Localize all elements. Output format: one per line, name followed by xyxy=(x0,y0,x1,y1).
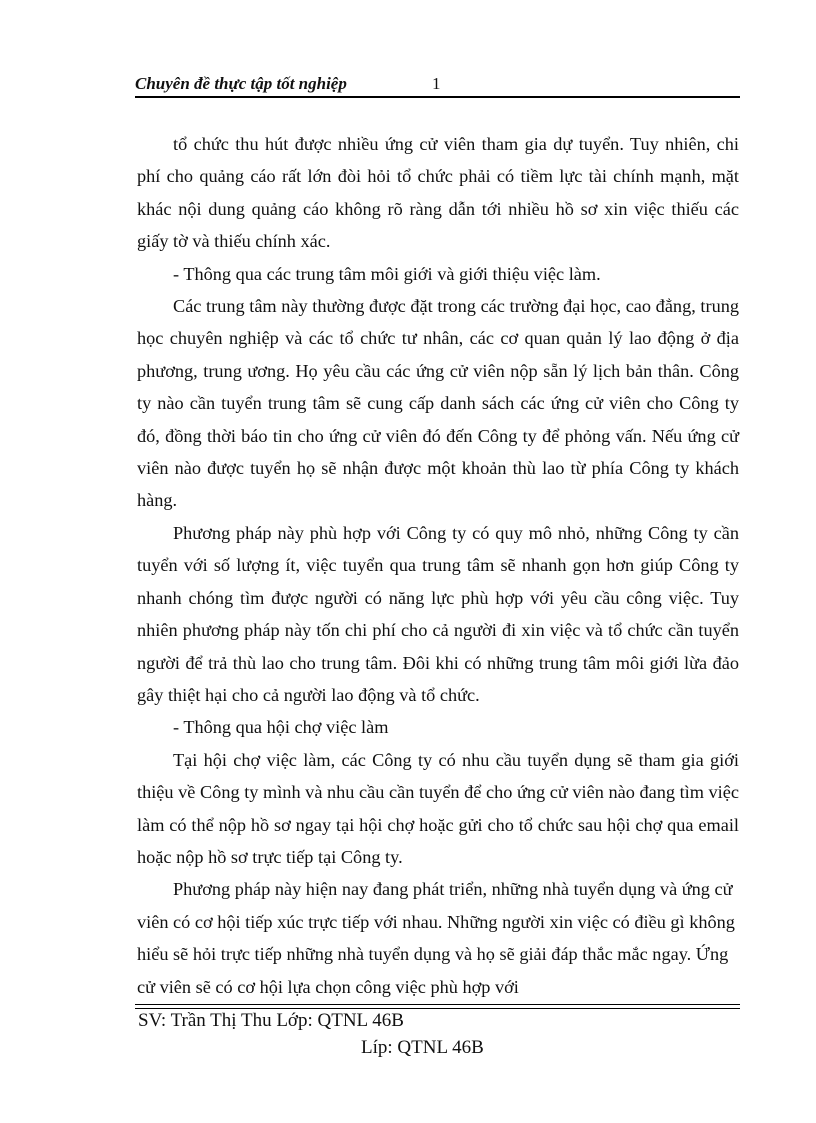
paragraph-job-fair: Tại hội chợ việc làm, các Công ty có nhu cầu tuyển dụng sẽ tham gia giới thiệu về Công ty mình và nhu cầu cần tuyển để cho ứng cử viên nào đang tìm việc làm có thể nộp hồ sơ ngay tại hội chợ hoặc gửi cho tổ chức sau hội chợ qua email hoặc nộp hồ sơ trực tiếp tại Công ty. xyxy=(137,749,739,867)
footer-class-info: Líp: QTNL 46B xyxy=(361,1037,484,1058)
footer-divider xyxy=(135,1004,740,1009)
paragraph-continuation: tổ chức thu hút được nhiều ứng cử viên tham gia dự tuyển. Tuy nhiên, chi phí cho quảng cáo rất lớn đòi hỏi tổ chức phải có tiềm lực tài chính mạnh, mặt khác nội dung quảng cáo không rõ ràng dẫn tới nhiều hồ sơ xin việc thiếu các giấy tờ và thiếu chính xác. xyxy=(137,134,739,252)
bullet-recruitment-centers: - Thông qua các trung tâm môi giới và giới thiệu việc làm. xyxy=(173,263,601,284)
paragraph-recruitment-centers: Các trung tâm này thường được đặt trong các trường đại học, cao đẳng, trung học chuyên nghiệp và các tổ chức tư nhân, các cơ quan quản lý lao động ở địa phương, trung ương. Họ yêu cầu các ứng cử viên nộp sẵn lý lịch bản thân. Công ty nào cần tuyển trung tâm sẽ cung cấp danh sách các ứng cử viên cho Công ty đó, đồng thời báo tin cho ứng cử viên đó đến Công ty để phỏng vấn. Nếu ứng cử viên nào được tuyển họ sẽ nhận được một khoản thù lao từ phía Công ty khách hàng. xyxy=(137,296,739,511)
paragraph-job-fair-evaluation: Phương pháp này hiện nay đang phát triển, những nhà tuyển dụng và ứng cử viên có cơ hội tiếp xúc trực tiếp với nhau. Những người xin việc có điều gì không hiểu sẽ hỏi trực tiếp những nhà tuyển dụng và họ sẽ giải đáp thắc mắc ngay. Ứng cử viên sẽ có cơ hội lựa chọn công việc phù hợp với xyxy=(137,879,735,997)
page-number: 1 xyxy=(432,74,441,93)
page-header xyxy=(135,72,740,98)
bullet-job-fair: - Thông qua hội chợ việc làm xyxy=(173,717,389,738)
footer-student-info: SV: Trần Thị Thu Lớp: QTNL 46B xyxy=(138,1010,404,1031)
document-title: Chuyên đề thực tập tốt nghiệp xyxy=(135,74,347,93)
document-body xyxy=(137,128,739,1003)
paragraph-centers-evaluation: Phương pháp này phù hợp với Công ty có quy mô nhỏ, những Công ty cần tuyển với số lượng ít, việc tuyển qua trung tâm sẽ nhanh gọn hơn giúp Công ty nhanh chóng tìm được người có năng lực phù hợp với yêu cầu công việc. Tuy nhiên phương pháp này tốn chi phí cho cả người đi xin việc và tổ chức cần tuyển người để trả thù lao cho trung tâm. Đôi khi có những trung tâm môi giới lừa đảo gây thiệt hại cho cả người lao động và tổ chức. xyxy=(137,522,739,705)
